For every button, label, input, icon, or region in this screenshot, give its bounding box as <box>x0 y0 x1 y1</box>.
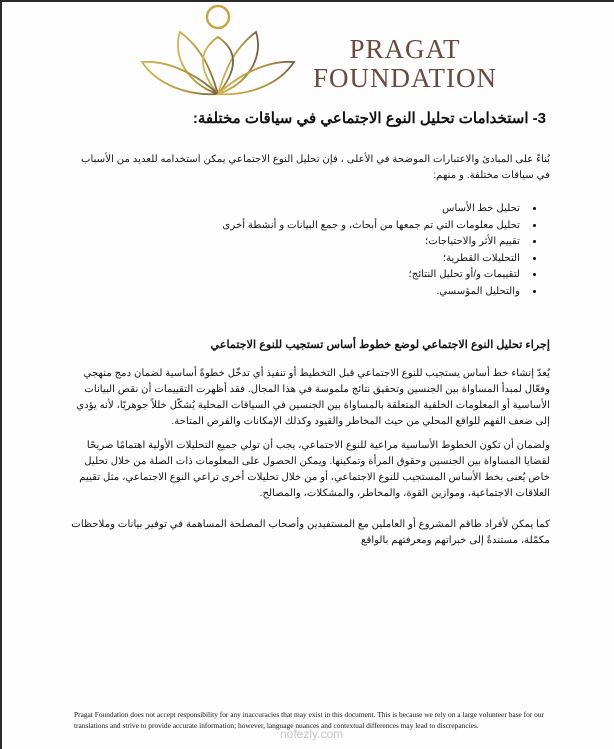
list-item: • تحليل خط الأساس <box>124 201 524 218</box>
uses-list <box>124 201 546 300</box>
section-heading: 3- استخدامات تحليل النوع الاجتماعي في سياقات مختلفة: <box>192 110 546 127</box>
list-item: • تقييم الأثر والاحتياجات؛ <box>124 234 524 251</box>
subsection-heading: إجراء تحليل النوع الاجتماعي لوضع خطوط أساس تستجيب للنوع الاجتماعي <box>210 339 550 351</box>
watermark: nofezly.com <box>280 727 344 741</box>
disclaimer-footer: Pragat Foundation does not accept responsibility for any inaccuracies that may exist in this document. This is because we rely on a large volunteer base for our translations and strive to provide accurate information; however, language nuances and contextual differences may lead to discrepancies. <box>74 710 544 730</box>
document-page <box>2 2 614 749</box>
paragraph: كما يمكن لأفراد طاقم المشروع أو العاملين مع المستفيدين وأصحاب المصلحة المساهمة في توفير بيانات وملاحظات مكمّلة، مستندةً إلى خبراتهم ومعرفتهم بالواقع <box>71 519 550 546</box>
list-item: • والتحليل المؤسسي. <box>124 284 524 301</box>
list-item: • التحليلات القطرية؛ <box>124 251 524 268</box>
logo-line-2: FOUNDATION <box>313 63 497 93</box>
section-intro: بُناءً على المبادئ والاعتبارات الموضحة في الأعلى ، فإن تحليل النوع الاجتماعي يمكن استخدامه للعديد من الأسباب في سياقات مختلفة. و منهم: <box>80 154 550 181</box>
paragraph: يُعدّ إنشاء خط أساس يستجيب للنوع الاجتماعي قبل التخطيط أو تنفيذ أي تدخّل خطوةً أساسية لضمان دمج منهجي وفعّال لمبدأ المساواة بين الجنسين وتحقيق نتائج ملموسة في هذا المجال. فقد أظهرت التقييمات أن نقص البيانات الأساسية أو المعلومات الخلفية المتعلقة بالمساواة بين الجنسين في السياقات المحلية يُشكّل خللاً جوهريًا، لأنه يؤدي إلى ضعف الفهم للواقع المحلي من حيث المخاطر والقيود وكذلك الإمكانات والفرص المتاحة. <box>76 368 550 427</box>
paragraph: ولضمان أن تكون الخطوط الأساسية مراعية للنوع الاجتماعي، يجب أن تولي جميع التحليلات الأولية اهتمامًا صريحًا لقضايا المساواة بين الجنسين وحقوق المرأة وتمكينها. ويمكن الحصول على المعلومات ذات الصلة من خلال تحليل خاص يُعنى بخط الأساس المستجيب للنوع الاجتماعي، أو من خلال تحليلات أخرى تراعي النوع الاجتماعي، مثل تقييم العلاقات الاجتماعية، وموازين القوة، والمخاطر، والمشكلات، والمصالح. <box>79 440 550 499</box>
logo-line-1: PRAGAT <box>349 34 461 64</box>
lotus-icon <box>138 2 313 97</box>
pragat-foundation-logo <box>138 2 497 97</box>
list-item: • لتقييمات و/أو تحليل النتائج؛ <box>124 267 524 284</box>
logo-wordmark <box>313 36 497 92</box>
list-item: • تحليل معلومات التي تم جمعها من أبحاث، و جمع البيانات و أنشطة أخرى <box>124 218 524 235</box>
